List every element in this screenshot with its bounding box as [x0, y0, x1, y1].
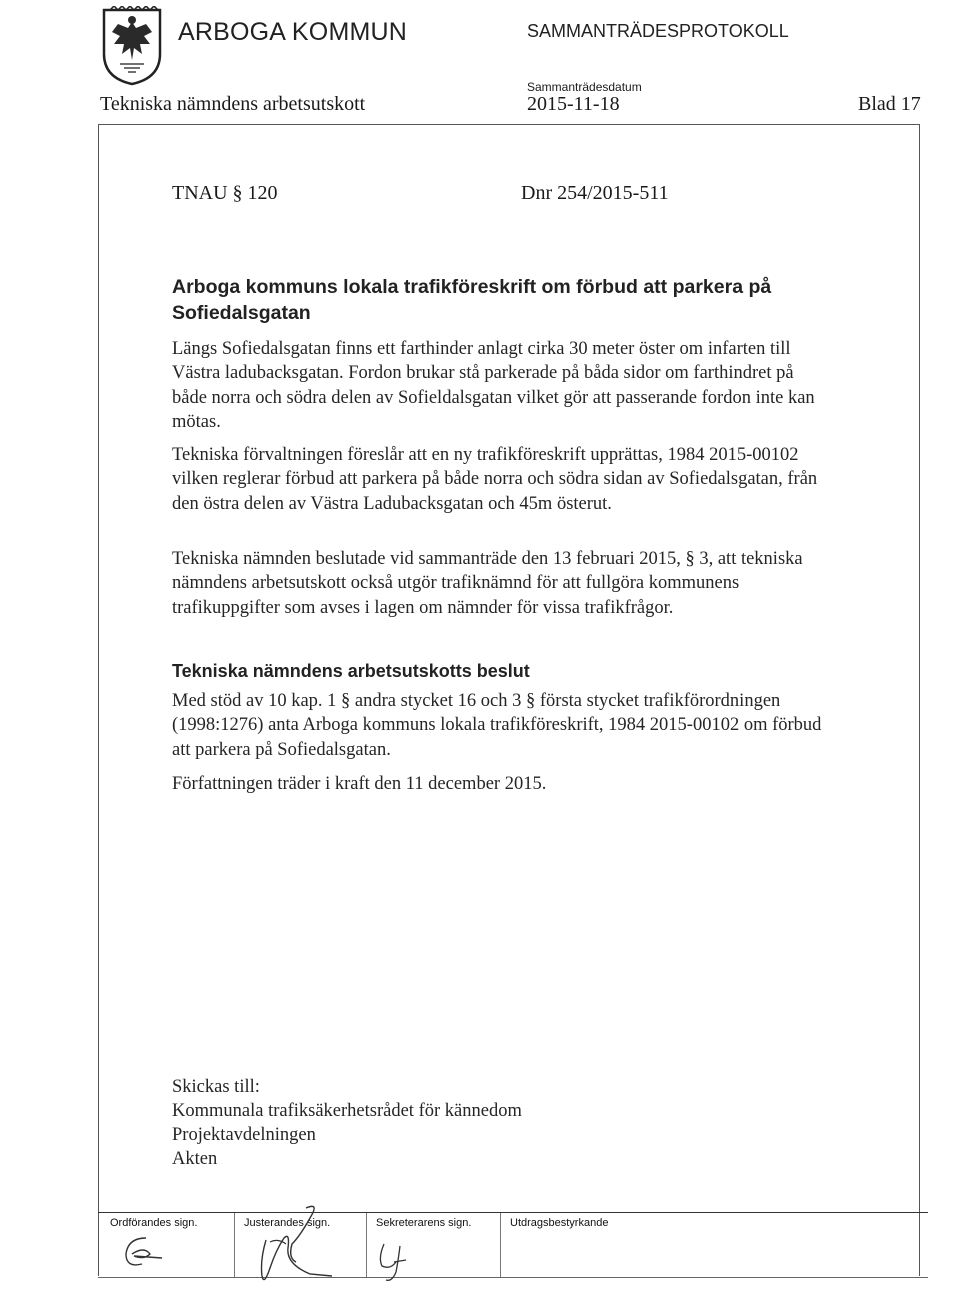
distribution-recipient: Projektavdelningen — [172, 1125, 316, 1145]
adjuster-signature-label: Justerandes sign. — [244, 1217, 331, 1229]
chair-signature-label: Ordförandes sign. — [110, 1217, 198, 1229]
distribution-recipient: Kommunala trafiksäkerhetsrådet för kännedom — [172, 1101, 522, 1121]
distribution-label: Skickas till: — [172, 1077, 260, 1097]
paragraph-proposal: Tekniska förvaltningen föreslår att en ny trafikföreskrift upprättas, 1984 2015-00102 vilken reglerar förbud att parkera på både norra och södra sidan av Sofiedalsgatan, från den östra delen av Västra Ladubacksgatan och 45m österut. — [172, 445, 818, 514]
committee-name: Tekniska nämndens arbetsutskott — [100, 93, 366, 115]
decision-text: Med stöd av 10 kap. 1 § andra stycket 16 och 3 § första stycket trafikförordningen (1998:1276) anta Arboga kommuns lokala trafikföreskrift, 1984 2015-00102 om förbud att parkera på Sofiedalsgatan. — [172, 691, 822, 760]
decision-heading: Tekniska nämndens arbetsutskotts beslut — [172, 661, 530, 681]
secretary-signature-label: Sekreterarens sign. — [376, 1217, 472, 1229]
paragraph-background: Längs Sofiedalsgatan finns ett farthinder anlagt cirka 30 meter öster om infarten till Västra ladubacksgatan. Fordon brukar stå parkerade på båda sidor om farthindret på både norra och södra delen av Sofieldalsgatan vilket gör att passerande fordon inte kan mötas. — [172, 339, 815, 432]
paragraph-mandate: Tekniska nämnden beslutade vid sammanträde den 13 februari 2015, § 3, att tekniska nämndens arbetsutskott också utgör trafiknämnd för att fullgöra kommunens trafikuppgifter som avses i lagen om nämnder för vissa trafikfrågor. — [172, 549, 803, 618]
case-title: Arboga kommuns lokala trafikföreskrift om förbud att parkera på Sofiedalsgatan — [172, 276, 772, 324]
coat-of-arms-icon — [100, 6, 164, 86]
paragraph-reference: TNAU § 120 — [172, 182, 278, 204]
meeting-date: 2015-11-18 — [527, 93, 620, 115]
org-name: ARBOGA KOMMUN — [178, 18, 408, 46]
signature-row — [98, 1212, 928, 1278]
document-type: SAMMANTRÄDESPROTOKOLL — [527, 21, 789, 41]
effective-date-text: Författningen träder i kraft den 11 december 2015. — [172, 774, 547, 794]
distribution-recipient: Akten — [172, 1149, 218, 1169]
excerpt-certification-label: Utdragsbestyrkande — [510, 1217, 609, 1229]
registration-number: Dnr 254/2015-511 — [521, 182, 669, 204]
page-number: Blad 17 — [858, 93, 921, 115]
date-label: Sammanträdesdatum — [527, 80, 642, 94]
